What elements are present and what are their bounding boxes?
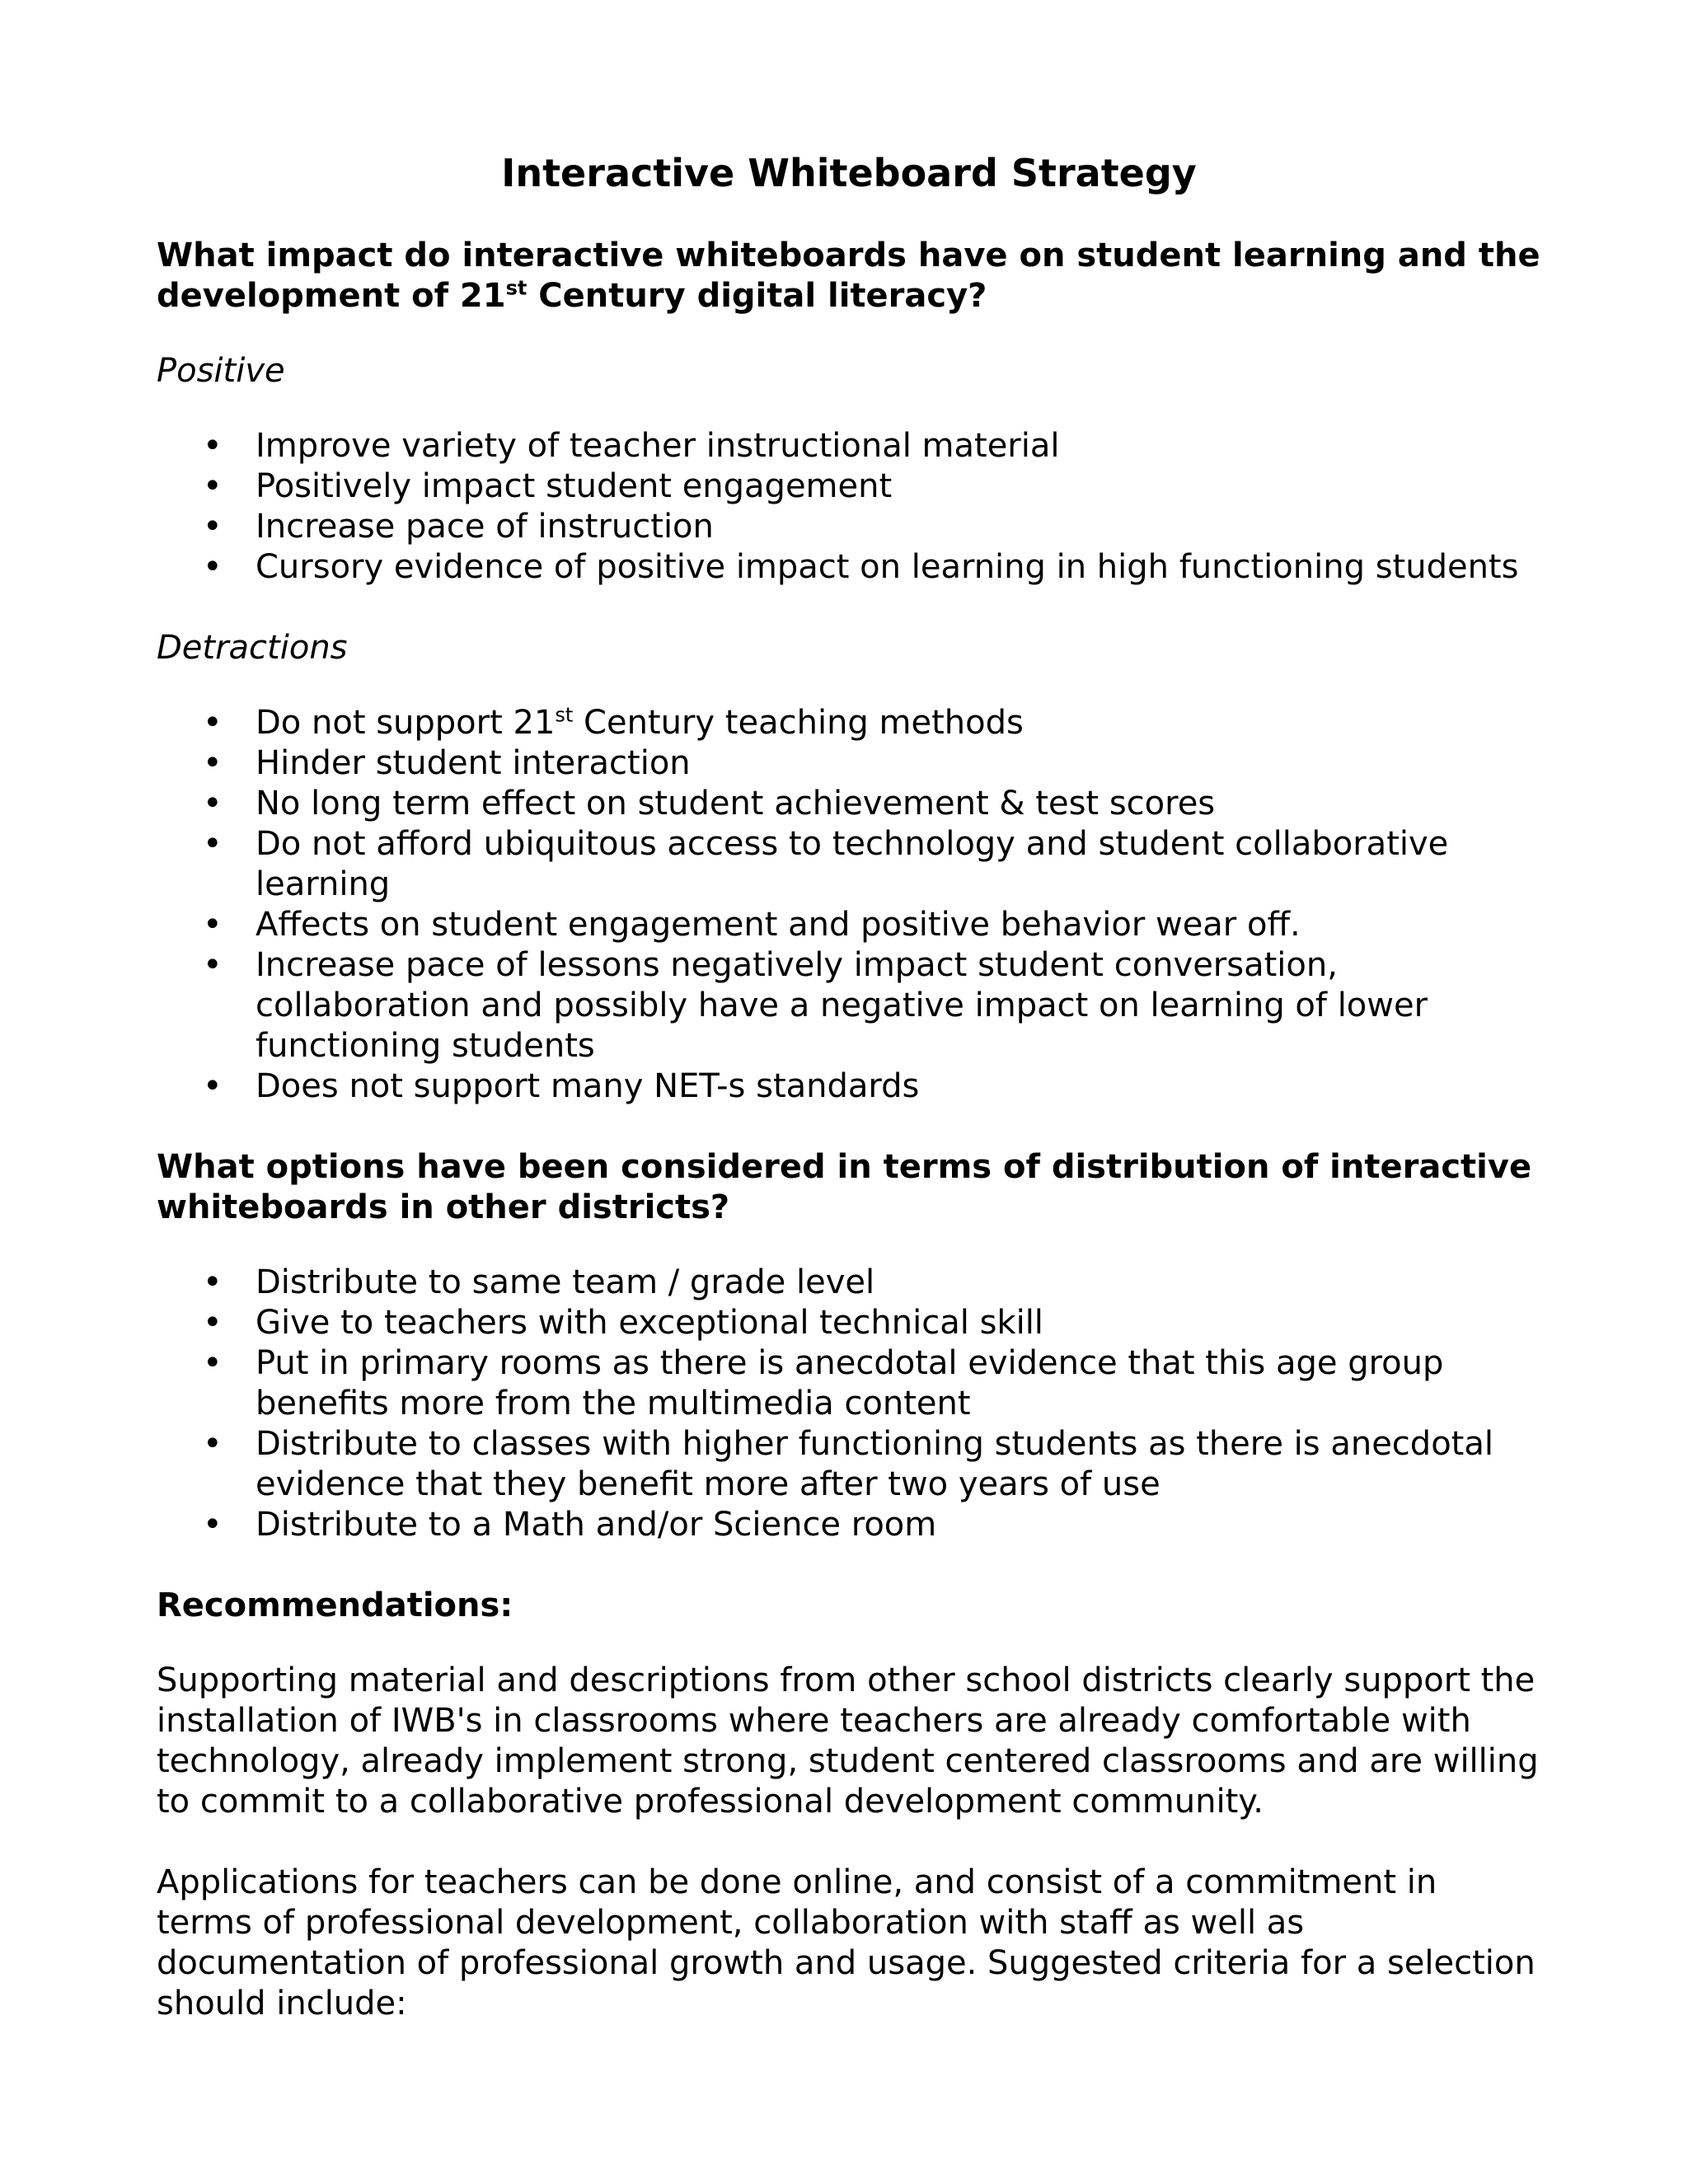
document-title: Interactive Whiteboard Strategy — [501, 151, 1197, 195]
list-item: • Do not afford ubiquitous access to technology and student collaborative learning — [203, 825, 1449, 903]
bullet-icon: • — [203, 704, 223, 742]
list-item: • Do not support 21st Century teaching methods — [203, 703, 1024, 742]
recommendations-heading: Recommendations: — [157, 1586, 513, 1624]
bullet-icon: • — [203, 1425, 223, 1463]
recommendations-paragraph-1: Supporting material and descriptions from other school districts clearly support the installation of IWB's in classrooms where teachers are already comfortable with technology, already implement strong, student centered classrooms and are willing to commit to a collaborative professional development community. — [157, 1661, 1539, 1821]
list-item: • Positively impact student engagement — [203, 467, 893, 505]
detractions-label: Detractions — [157, 629, 348, 667]
bullet-icon: • — [203, 467, 223, 505]
distribution-options-list — [157, 1263, 1541, 1545]
list-item: • Hinder student interaction — [203, 744, 691, 782]
bullet-icon: • — [203, 744, 223, 782]
list-item: • Does not support many NET-s standards — [203, 1067, 920, 1105]
bullet-icon: • — [203, 1506, 223, 1544]
bullet-icon: • — [203, 1344, 223, 1382]
bullet-icon: • — [203, 1067, 223, 1105]
list-item: • Distribute to classes with higher functioning students as there is anecdotal evidence that they benefit more after two years of use — [203, 1425, 1493, 1503]
bullet-icon: • — [203, 1263, 223, 1301]
list-item: • No long term effect on student achievement & test scores — [203, 785, 1216, 823]
bullet-icon: • — [203, 946, 223, 984]
list-item: • Increase pace of instruction — [203, 508, 714, 546]
list-item: • Improve variety of teacher instructional material — [203, 427, 1060, 465]
impact-question-superscript: st — [505, 276, 528, 300]
bullet-icon: • — [203, 1304, 223, 1342]
list-item: • Distribute to a Math and/or Science room — [203, 1506, 937, 1544]
detraction-superscript: st — [555, 703, 574, 727]
impact-question-text-end: Century digital literacy? — [527, 277, 987, 315]
positive-list — [157, 426, 1541, 588]
bullet-icon: • — [203, 427, 223, 465]
bullet-icon: • — [203, 825, 223, 863]
list-item: • Put in primary rooms as there is anecdotal evidence that this age group benefits more from the multimedia content — [203, 1344, 1444, 1422]
list-item: • Distribute to same team / grade level — [203, 1263, 875, 1301]
bullet-icon: • — [203, 906, 223, 944]
positive-label: Positive — [157, 352, 285, 390]
bullet-icon: • — [203, 508, 223, 546]
bullet-icon: • — [203, 548, 223, 586]
distribution-question: What options have been considered in terms of distribution of interactive whiteboards in other districts? — [157, 1148, 1532, 1226]
list-item: • Affects on student engagement and positive behavior wear off. — [203, 906, 1301, 944]
impact-question — [157, 236, 1541, 316]
list-item: • Give to teachers with exceptional technical skill — [203, 1304, 1043, 1342]
list-item: • Increase pace of lessons negatively impact student conversation, collaboration and possibly have a negative impact on learning of lower functioning students — [203, 946, 1428, 1065]
bullet-icon: • — [203, 785, 223, 823]
detractions-list — [157, 703, 1541, 1107]
impact-question-text: What impact do interactive whiteboards have on student learning and the development of 21 — [157, 237, 1540, 315]
list-item: • Cursory evidence of positive impact on learning in high functioning students — [203, 548, 1519, 586]
document-page — [157, 148, 1541, 2064]
recommendations-paragraph-2: Applications for teachers can be done online, and consist of a commitment in terms of professional development, collaboration with staff as well as documentation of professional growth and usage. Suggested criteria for a selection should include: — [157, 1863, 1536, 2022]
